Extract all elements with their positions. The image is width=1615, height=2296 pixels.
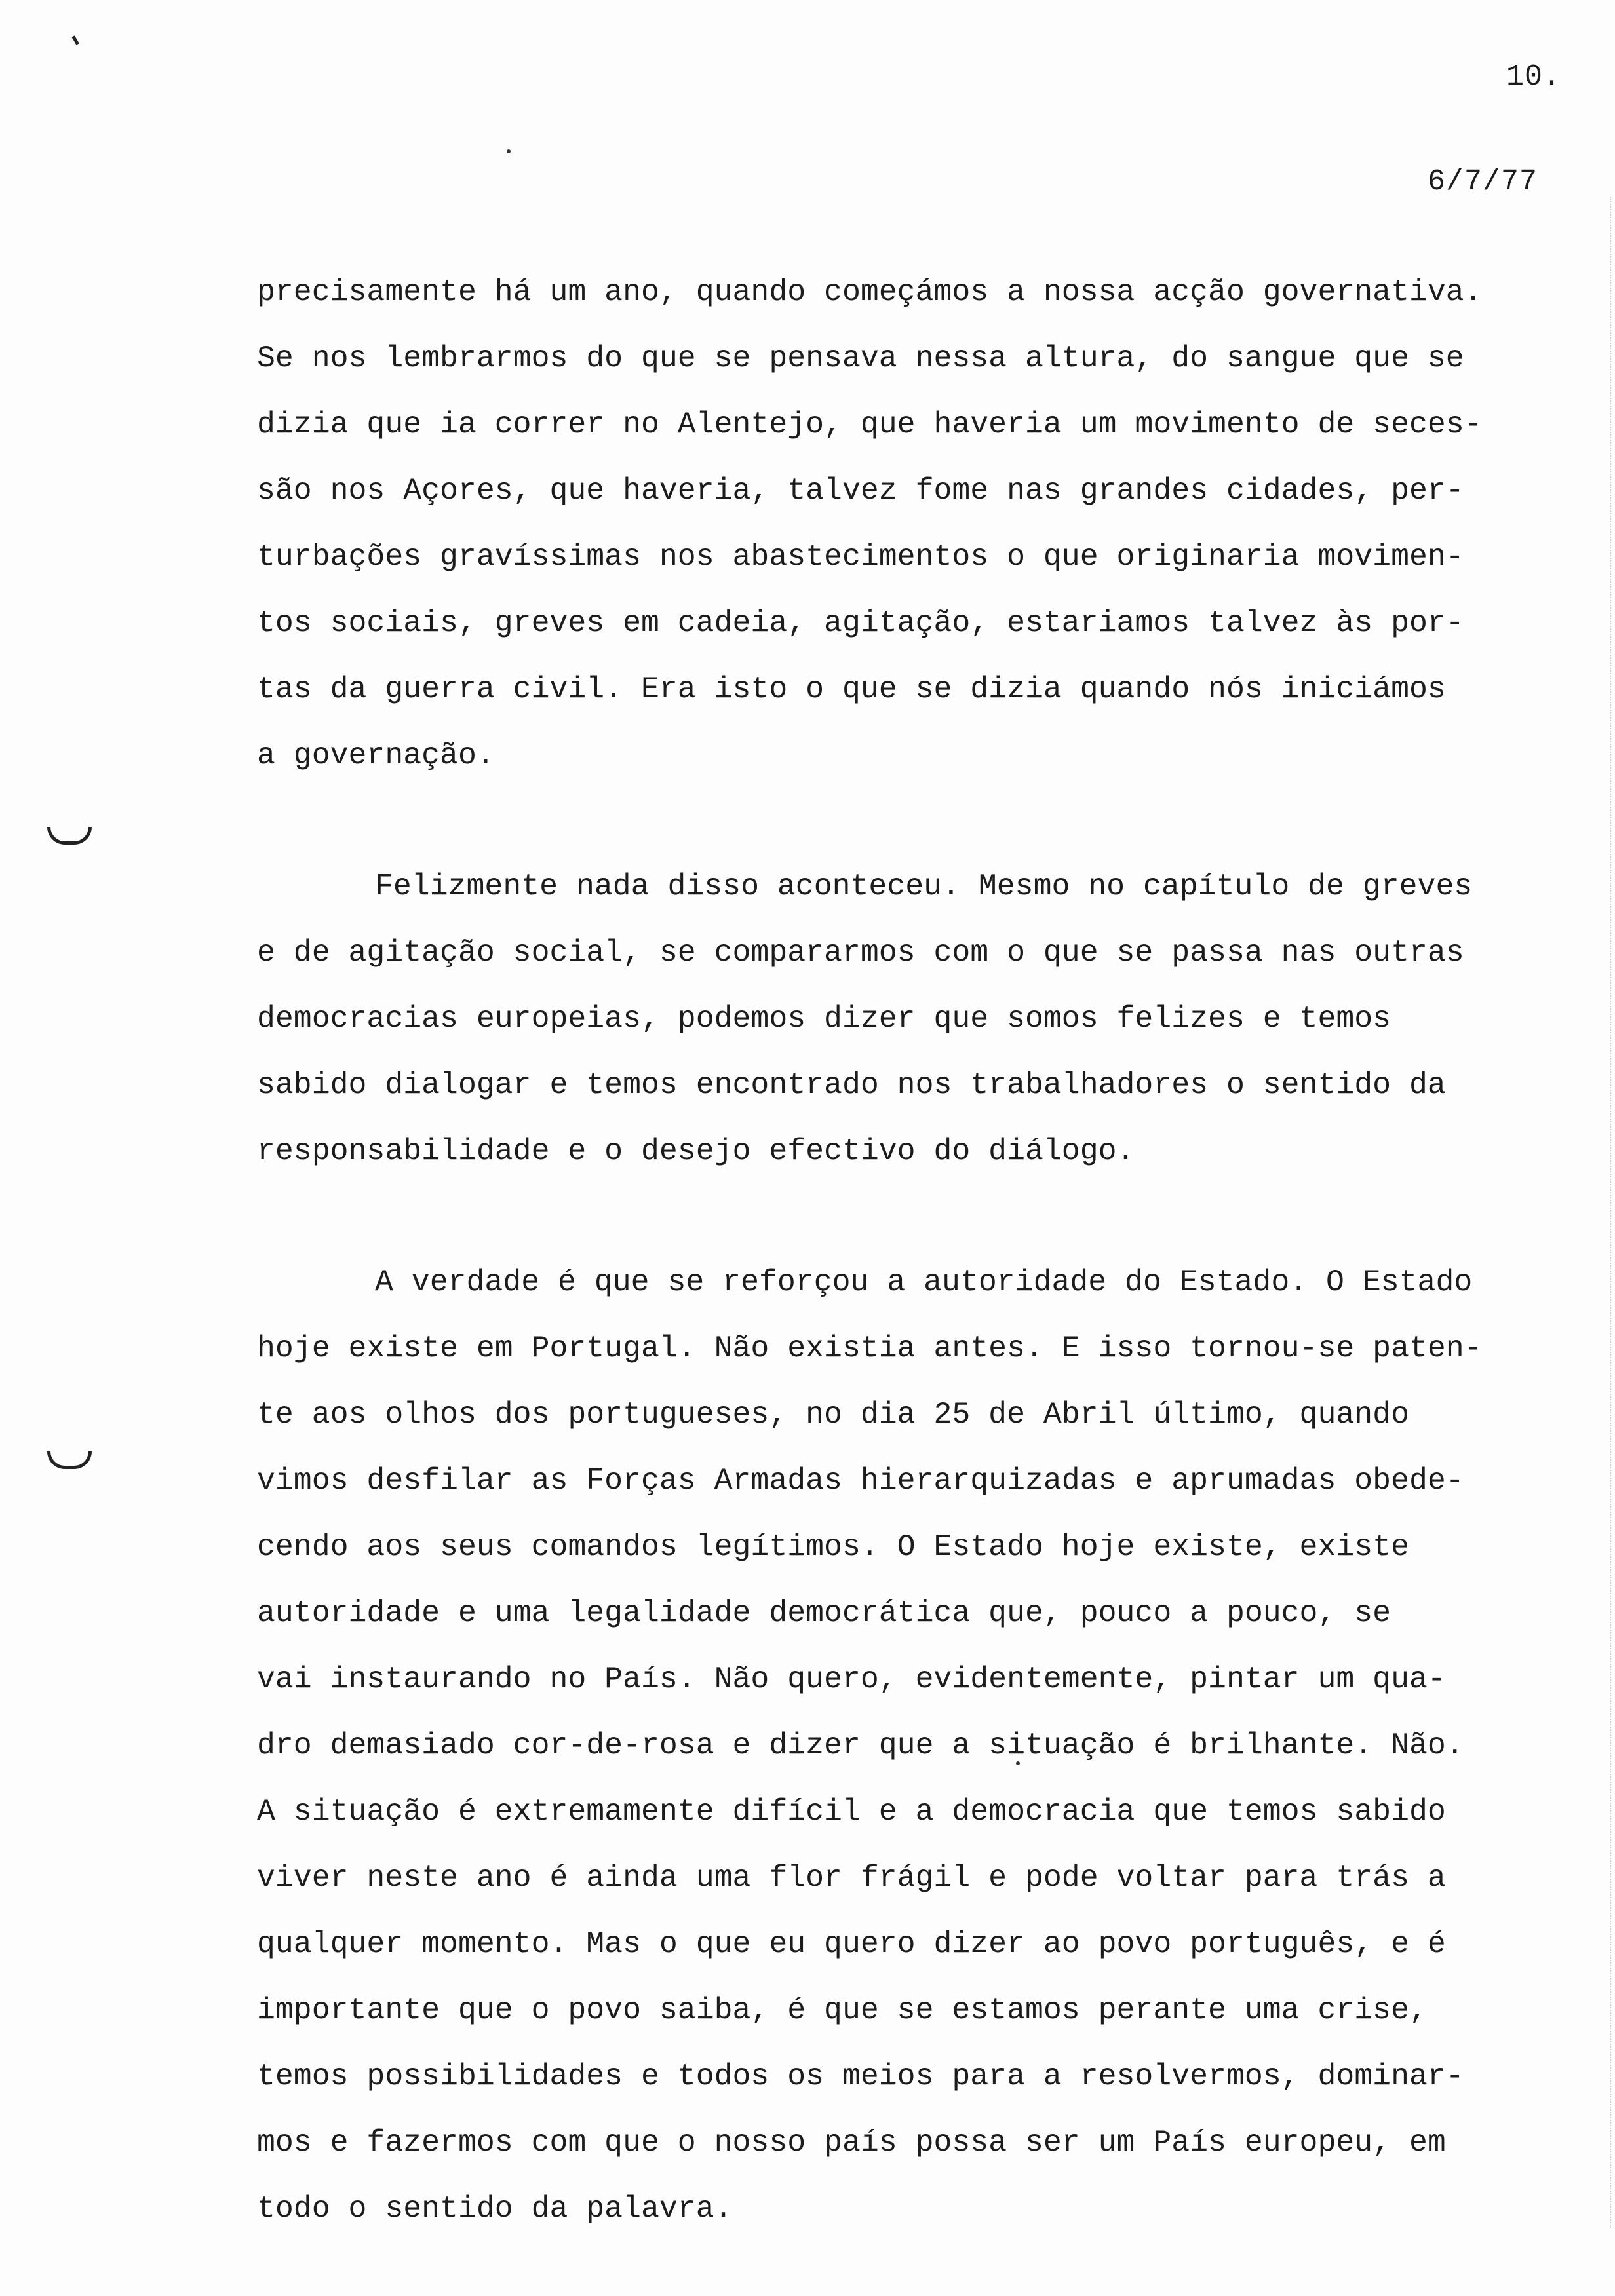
text-line: A verdade é que se reforçou a autoridade do Estado. O Estado — [375, 1265, 1473, 1299]
text-line: precisamente há um ano, quando começámos a nossa acção governativa. — [257, 275, 1483, 309]
text-line: Felizmente nada disso aconteceu. Mesmo no capítulo de greves — [375, 869, 1473, 904]
text-line: viver neste ano é ainda uma flor frágil e pode voltar para trás a — [257, 1860, 1446, 1895]
text-line: todo o sentido da palavra. — [257, 2191, 733, 2226]
text-line: dizia que ia correr no Alentejo, que haveria um movimento de seces- — [257, 407, 1483, 442]
page-number: 10. — [1506, 60, 1561, 94]
text-line: vimos desfilar as Forças Armadas hierarquizadas e aprumadas obede- — [257, 1463, 1464, 1498]
text-line: responsabilidade e o desejo efectivo do diálogo. — [257, 1134, 1135, 1168]
text-line: democracias europeias, podemos dizer que somos felizes e temos — [257, 1001, 1391, 1036]
text-line: Se nos lembrarmos do que se pensava nessa altura, do sangue que se — [257, 341, 1464, 375]
margin-annotation-mark — [47, 827, 92, 845]
body-text — [257, 259, 1561, 2242]
text-line: autoridade e uma legalidade democrática que, pouco a pouco, se — [257, 1596, 1391, 1630]
page-edge-shadow — [1608, 197, 1611, 2228]
paragraph — [257, 853, 1561, 1184]
text-line: sabido dialogar e temos encontrado nos trabalhadores o sentido da — [257, 1067, 1446, 1102]
text-line: importante que o povo saiba, é que se estamos perante uma crise, — [257, 1993, 1428, 2027]
text-line: dro demasiado cor-de-rosa e dizer que a situação é brilhante. Não. — [257, 1728, 1464, 1763]
text-line: cendo aos seus comandos legítimos. O Estado hoje existe, existe — [257, 1529, 1409, 1564]
text-line: e de agitação social, se compararmos com o que se passa nas outras — [257, 935, 1464, 970]
text-line: qualquer momento. Mas o que eu quero dizer ao povo português, e é — [257, 1926, 1446, 1961]
paragraph — [257, 1249, 1561, 2242]
document-date: 6/7/77 — [1427, 165, 1538, 199]
text-line: são nos Açores, que haveria, talvez fome nas grandes cidades, per- — [257, 473, 1464, 508]
text-line: A situação é extremamente difícil e a democracia que temos sabido — [257, 1794, 1446, 1829]
text-line: mos e fazermos com que o nosso país possa ser um País europeu, em — [257, 2125, 1446, 2160]
ink-speck — [507, 149, 511, 153]
paragraph — [257, 259, 1561, 788]
text-line: hoje existe em Portugal. Não existia antes. E isso tornou-se paten- — [257, 1331, 1483, 1366]
text-line: tas da guerra civil. Era isto o que se dizia quando nós iniciámos — [257, 672, 1446, 706]
text-line: temos possibilidades e todos os meios para a resolvermos, dominar- — [257, 2059, 1464, 2094]
text-line: tos sociais, greves em cadeia, agitação, estariamos talvez às por- — [257, 605, 1464, 640]
margin-annotation-mark — [47, 1451, 92, 1469]
pen-mark — [72, 32, 85, 45]
text-line: a governação. — [257, 738, 495, 773]
text-line: turbações gravíssimas nos abastecimentos o que originaria movimen- — [257, 539, 1464, 574]
text-line: vai instaurando no País. Não quero, evidentemente, pintar um qua- — [257, 1662, 1446, 1696]
text-line: te aos olhos dos portugueses, no dia 25 de Abril último, quando — [257, 1397, 1409, 1432]
